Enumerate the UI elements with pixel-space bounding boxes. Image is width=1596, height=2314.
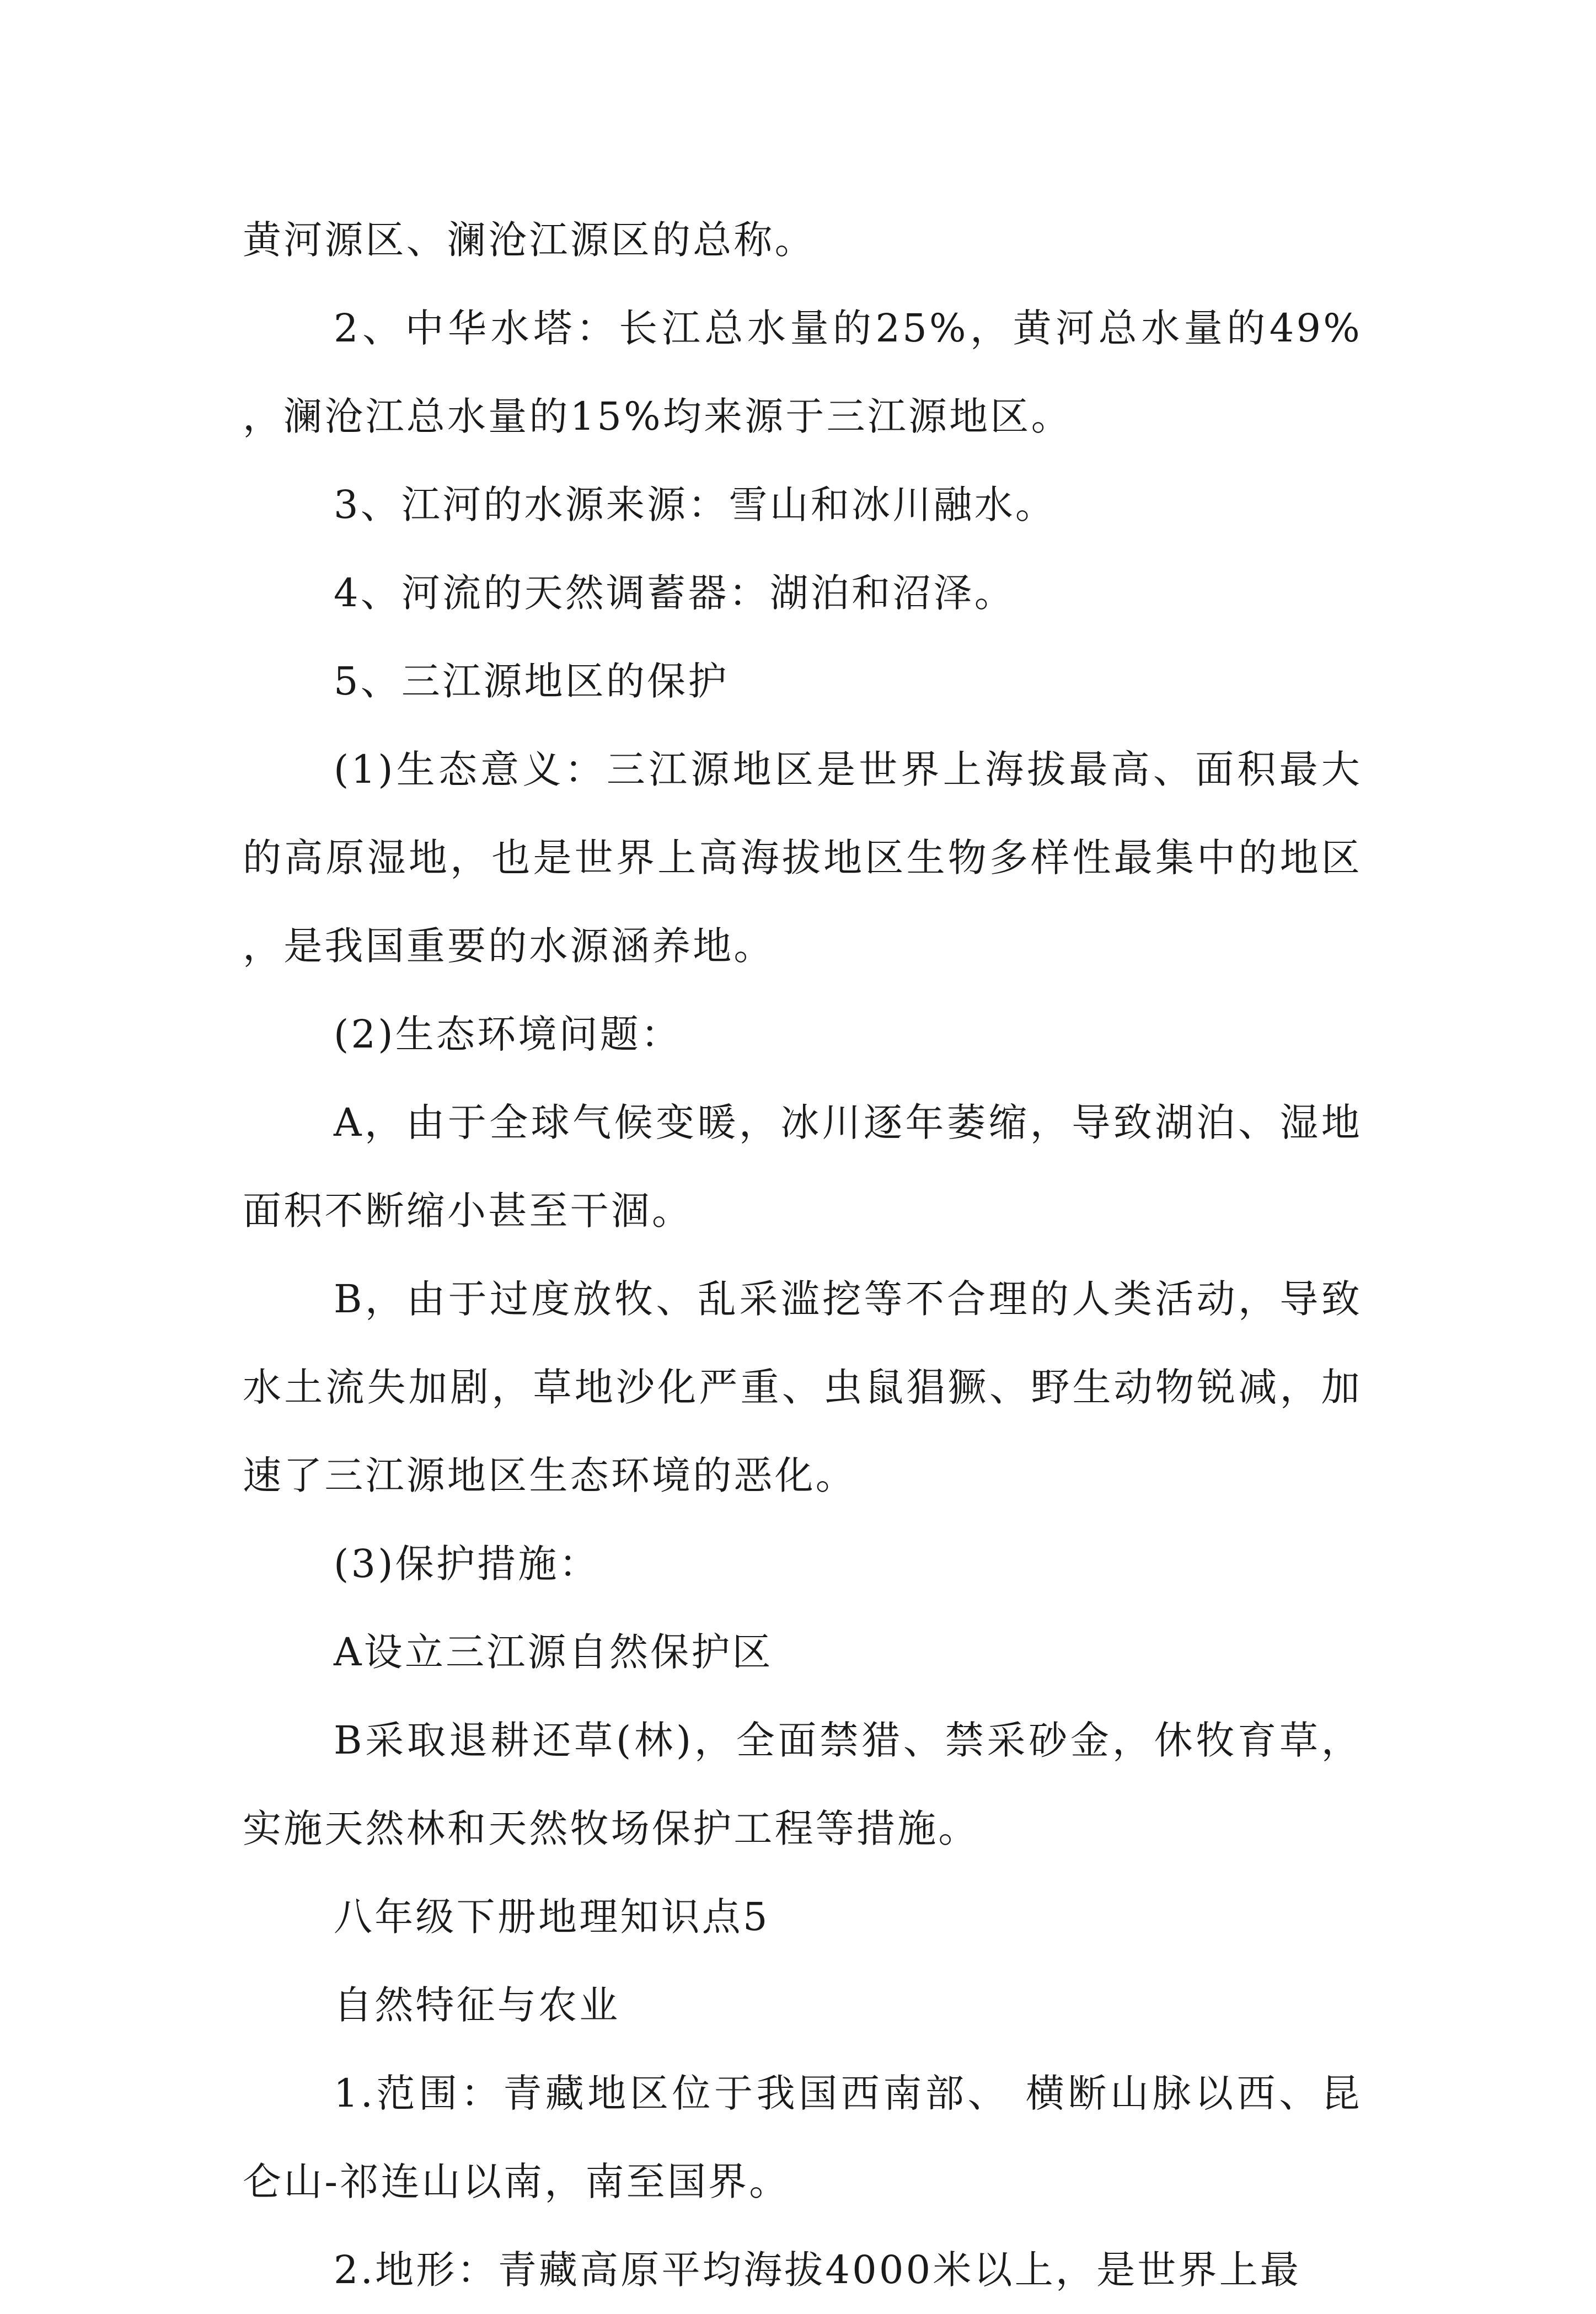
paragraph-3: 3、江河的水源来源：雪山和冰川融水。 — [334, 482, 1057, 527]
paragraph-12: B采取退耕还草(林)，全面禁猎、禁采砂金，休牧育草，实施天然林和天然牧场保护工程等措施。 — [243, 1718, 1362, 1851]
paragraph-5: 5、三江源地区的保护 — [334, 659, 729, 704]
paragraph-6: (1)生态意义：三江源地区是世界上海拔最高、面积最大的高原湿地，也是世界上高海拔地区生物多样性最集中的地区，是我国重要的水源涵养地。 — [243, 747, 1362, 969]
document-body — [243, 196, 1362, 2314]
paragraph-8: A，由于全球气候变暖，冰川逐年萎缩，导致湖泊、湿地面积不断缩小甚至干涸。 — [243, 1100, 1362, 1233]
subsection-heading: 自然特征与农业 — [334, 1982, 620, 2028]
paragraph-7: (2)生态环境问题： — [334, 1012, 682, 1057]
paragraph-11: A设立三江源自然保护区 — [334, 1629, 773, 1675]
paragraph-15: 1.范围：青藏地区位于我国西南部、 横断山脉以西、昆仑山-祁连山以南，南至国界。 — [243, 2071, 1362, 2204]
paragraph-4: 4、河流的天然调蓄器：湖泊和沼泽。 — [334, 570, 1015, 616]
paragraph-9: B，由于过度放牧、乱采滥挖等不合理的人类活动，导致水土流失加剧，草地沙化严重、虫鼠猖獗、野生动物锐减，加速了三江源地区生态环境的恶化。 — [243, 1276, 1362, 1498]
section-heading: 八年级下册地理知识点5 — [334, 1894, 770, 1939]
paragraph-10: (3)保护措施： — [334, 1541, 600, 1586]
paragraph-16: 2.地形：青藏高原平均海拔4000米以上，是世界上最 — [334, 2247, 1302, 2292]
paragraph-2: 2、中华水塔：长江总水量的25%，黄河总水量的49%，澜沧江总水量的15%均来源于三江源地区。 — [243, 306, 1362, 439]
paragraph-1: 黄河源区、澜沧江源区的总称。 — [243, 217, 816, 263]
